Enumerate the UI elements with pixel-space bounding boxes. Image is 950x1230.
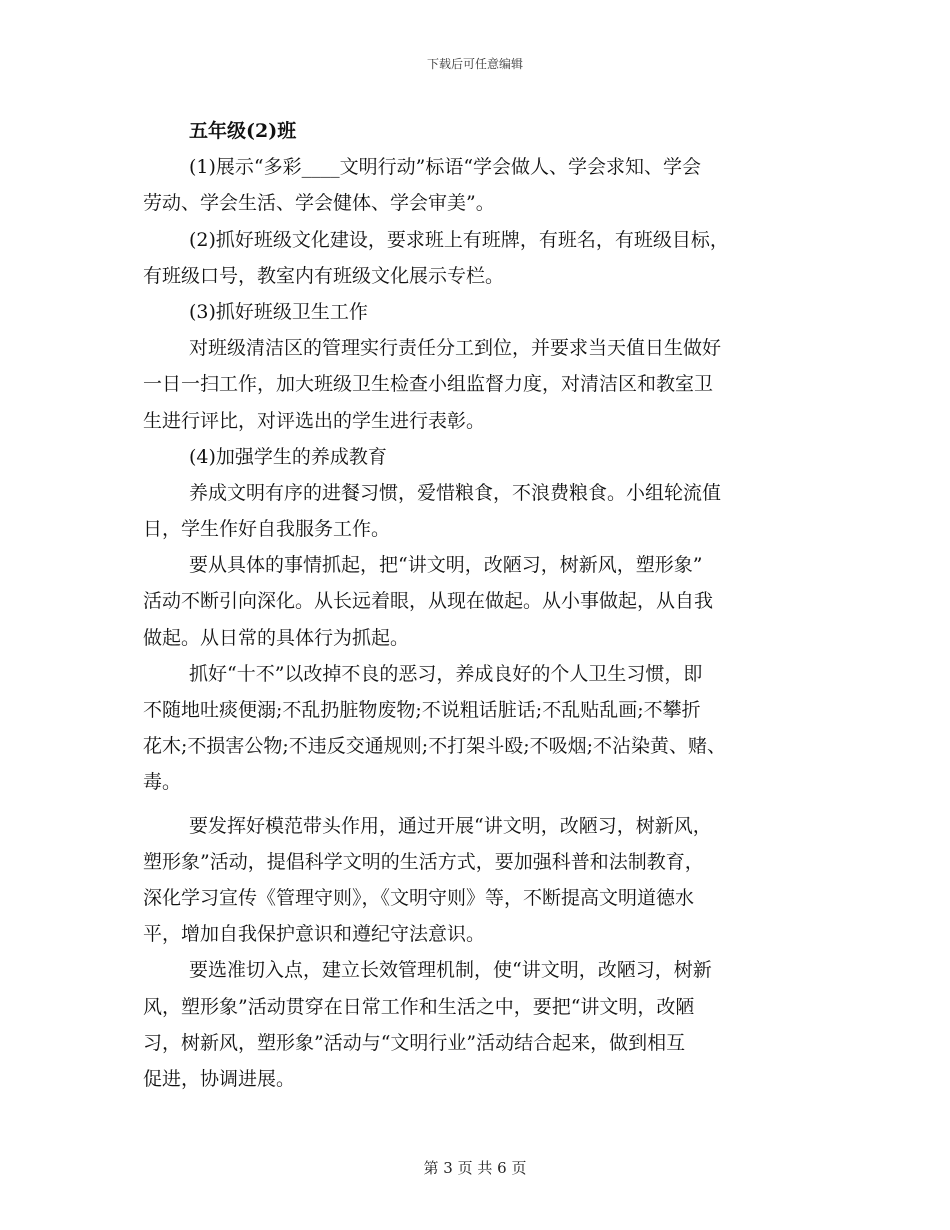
paragraph-line: 花木;不损害公物;不违反交通规则;不打架斗殴;不吸烟;不沾染黄、赌、 bbox=[143, 735, 727, 758]
paragraph-line: 活动不断引向深化。从长远着眼，从现在做起。从小事做起，从自我 bbox=[143, 590, 714, 613]
paragraph-line: 要发挥好模范带头作用，通过开展“讲文明，改陋习，树新风， bbox=[189, 814, 712, 837]
paragraph-gap bbox=[143, 801, 823, 808]
paragraph-line: 平，增加自我保护意识和遵纪守法意识。 bbox=[143, 923, 486, 946]
page-footer: 第 3 页 共 6 页 bbox=[423, 1159, 527, 1177]
document-body bbox=[143, 113, 823, 1097]
paragraph-line: 劳动、学会生活、学会健体、学会审美”。 bbox=[143, 192, 495, 215]
paragraph-line: 毒。 bbox=[143, 771, 182, 794]
paragraph-line: 风，塑形象”活动贯穿在日常工作和生活之中，要把“讲文明，改陋 bbox=[143, 995, 695, 1018]
paragraph-line: 要从具体的事情抓起，把“讲文明，改陋习，树新风，塑形象” bbox=[189, 554, 703, 577]
page-header: 下载后可任意编辑 bbox=[426, 57, 523, 71]
paragraph-line: 生进行评比，对评选出的学生进行表彰。 bbox=[143, 409, 486, 432]
paragraph-line: 不随地吐痰便溺;不乱扔脏物废物;不说粗话脏话;不乱贴乱画;不攀折 bbox=[143, 699, 701, 721]
paragraph-line: 对班级清洁区的管理实行责任分工到位，并要求当天值日生做好 bbox=[189, 337, 722, 360]
paragraph-line: 日，学生作好自我服务工作。 bbox=[143, 518, 391, 541]
paragraph-line: 习，树新风，塑形象”活动与“文明行业”活动结合起来，做到相互 bbox=[143, 1031, 686, 1054]
paragraph-line: 有班级口号，教室内有班级文化展示专栏。 bbox=[143, 264, 505, 287]
paragraph-line: 抓好“十不”以改掉不良的恶习，养成良好的个人卫生习惯，即 bbox=[189, 662, 703, 685]
paragraph-line: 要选准切入点，建立长效管理机制，使“讲文明，改陋习，树新 bbox=[189, 959, 712, 982]
paragraph-line: (3)抓好班级卫生工作 bbox=[189, 300, 368, 323]
paragraph-line: 养成文明有序的进餐习惯，爱惜粮食，不浪费粮食。小组轮流值 bbox=[189, 481, 722, 504]
paragraph-line: 塑形象”活动，提倡科学文明的生活方式，要加强科普和法制教育， bbox=[143, 850, 704, 873]
paragraph-line: 做起。从日常的具体行为抓起。 bbox=[143, 626, 410, 649]
paragraph-line: 促进，协调进展。 bbox=[143, 1067, 296, 1090]
paragraph-line: 深化学习宣传《管理守则》，《文明守则》等，不断提高文明道德水 bbox=[143, 886, 695, 909]
paragraph-line: 一日一扫工作，加大班级卫生检查小组监督力度，对清洁区和教室卫 bbox=[143, 373, 714, 396]
paragraph-line: (1)展示“多彩____文明行动”标语“学会做人、学会求知、学会 bbox=[189, 156, 702, 179]
paragraph-line: (4)加强学生的养成教育 bbox=[189, 445, 387, 468]
section-heading: 五年级(2)班 bbox=[189, 120, 297, 142]
paragraph-line: (2)抓好班级文化建设，要求班上有班牌，有班名，有班级目标， bbox=[189, 228, 729, 251]
